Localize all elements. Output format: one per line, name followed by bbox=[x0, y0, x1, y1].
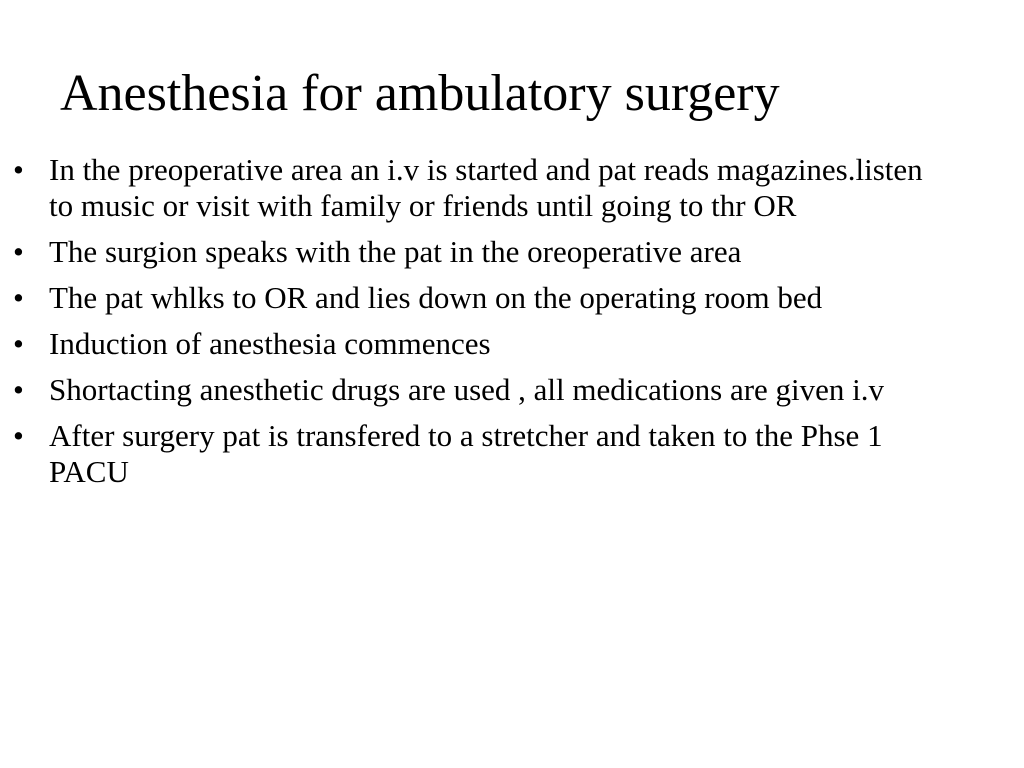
bullet-point-icon: • bbox=[13, 280, 24, 315]
bullet-text: In the preoperative area an i.v is started and pat reads magazines.listen to music or visit with family or friends until going to thr OR bbox=[49, 152, 923, 223]
bullet-point-icon: • bbox=[13, 234, 24, 269]
bullet-point-icon: • bbox=[13, 152, 24, 187]
bullet-text: Shortacting anesthetic drugs are used , all medications are given i.v bbox=[49, 372, 885, 407]
bullet-item-5 bbox=[0, 372, 940, 408]
bullet-item-4 bbox=[0, 326, 940, 362]
slide-title: Anesthesia for ambulatory surgery bbox=[60, 65, 780, 122]
bullet-text: Induction of anesthesia commences bbox=[49, 326, 491, 361]
bullet-text: The surgion speaks with the pat in the oreoperative area bbox=[49, 234, 742, 269]
bullet-list bbox=[0, 152, 940, 500]
bullet-item-3 bbox=[0, 280, 940, 316]
bullet-text: The pat whlks to OR and lies down on the operating room bed bbox=[49, 280, 823, 315]
bullet-point-icon: • bbox=[13, 372, 24, 407]
bullet-text: After surgery pat is transfered to a stretcher and taken to the Phse 1 PACU bbox=[49, 418, 883, 489]
bullet-item-1 bbox=[0, 152, 940, 224]
bullet-point-icon: • bbox=[13, 326, 24, 361]
bullet-point-icon: • bbox=[13, 418, 24, 453]
bullet-item-2 bbox=[0, 234, 940, 270]
bullet-item-6 bbox=[0, 418, 940, 490]
